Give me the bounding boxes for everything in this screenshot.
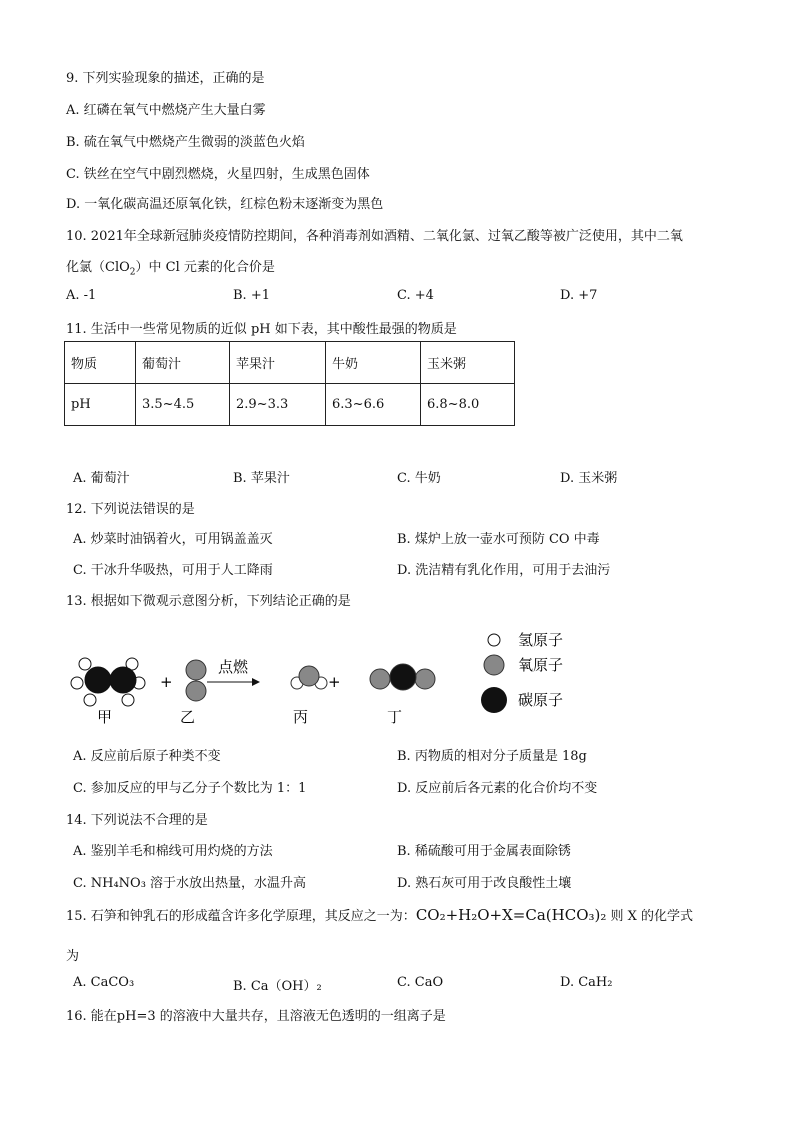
- table-cell: 6.8~8.0: [421, 384, 515, 426]
- q9-option-c: C. 铁丝在空气中剧烈燃烧，火星四射，生成黑色固体: [66, 167, 370, 182]
- legend-oxygen-icon: [484, 655, 504, 675]
- label-yi: 乙: [180, 708, 196, 726]
- table-row: [65, 384, 515, 426]
- table-row: [65, 342, 515, 384]
- q11-option-a: A. 葡萄汁: [73, 471, 130, 486]
- oxygen-atom: [370, 669, 390, 689]
- q10-text: 化氯（ClO: [66, 260, 130, 275]
- q12-option-a: A. 炒菜时油锅着火，可用锅盖盖灭: [73, 532, 273, 547]
- oxygen-atom: [186, 660, 206, 680]
- q10-option-b: B. +1: [233, 288, 270, 303]
- q9-option-b: B. 硫在氧气中燃烧产生微弱的淡蓝色火焰: [66, 135, 305, 150]
- q9-stem: 9. 下列实验现象的描述，正确的是: [66, 71, 265, 86]
- oxygen-atom: [299, 666, 319, 686]
- molecule-ding: [370, 664, 435, 690]
- carbon-atom: [390, 664, 416, 690]
- ph-table: [64, 341, 515, 426]
- q15-option-a: A. CaCO₃: [73, 975, 135, 990]
- plus-sign: +: [160, 673, 173, 691]
- q13-option-b: B. 丙物质的相对分子质量是 18g: [397, 749, 587, 764]
- q10-option-c: C. +4: [397, 288, 434, 303]
- q12-stem: 12. 下列说法错误的是: [66, 502, 195, 517]
- q11-option-d: D. 玉米粥: [560, 471, 618, 486]
- q15-option-c: C. CaO: [397, 975, 444, 990]
- q15-option-b: B. Ca（OH）₂: [233, 979, 322, 994]
- q10-option-a: A. -1: [66, 288, 97, 303]
- q10-option-d: D. +7: [560, 288, 598, 303]
- q11-option-b: B. 苹果汁: [233, 471, 290, 486]
- oxygen-atom: [415, 669, 435, 689]
- legend-hydrogen: 氢原子: [518, 631, 564, 649]
- plus-sign: +: [328, 673, 341, 691]
- table-cell: pH: [65, 384, 136, 426]
- arrow-label: 点燃: [218, 658, 249, 676]
- q12-option-d: D. 洗洁精有乳化作用，可用于去油污: [397, 563, 611, 578]
- table-cell: 6.3~6.6: [326, 384, 421, 426]
- carbon-atom: [85, 667, 111, 693]
- q14-option-d: D. 熟石灰可用于改良酸性土壤: [397, 876, 572, 891]
- q15-equation: CO₂+H₂O+X=Ca(HCO₃)₂: [415, 906, 607, 924]
- arrow-head-icon: [252, 678, 260, 686]
- table-cell: 物质: [65, 342, 136, 384]
- q10-stem-cont: [66, 256, 275, 278]
- table-cell: 葡萄汁: [136, 342, 230, 384]
- hydrogen-atom: [79, 658, 91, 670]
- table-cell: 3.5~4.5: [136, 384, 230, 426]
- q16-stem: 16. 能在pH=3 的溶液中大量共存，且溶液无色透明的一组离子是: [66, 1009, 446, 1024]
- table-cell: 苹果汁: [230, 342, 326, 384]
- molecule-jia: [71, 658, 145, 706]
- q14-option-b: B. 稀硫酸可用于金属表面除锈: [397, 844, 571, 859]
- q14-stem: 14. 下列说法不合理的是: [66, 813, 208, 828]
- hydrogen-atom: [84, 694, 96, 706]
- label-jia: 甲: [97, 708, 113, 726]
- q13-option-c: C. 参加反应的甲与乙分子个数比为 1：1: [73, 781, 307, 796]
- molecule-yi: [186, 660, 206, 701]
- q9-option-a: A. 红磷在氧气中燃烧产生大量白雾: [66, 103, 266, 118]
- q15-stem-cont: 为: [66, 949, 80, 964]
- q15-text: 15. 石笋和钟乳石的形成蕴含许多化学原理，其反应之一为：: [66, 909, 416, 924]
- q11-stem: 11. 生活中一些常见物质的近似 pH 如下表，其中酸性最强的物质是: [66, 322, 457, 337]
- label-ding: 丁: [387, 708, 403, 726]
- q10-stem: 10. 2021年全球新冠肺炎疫情防控期间，各种消毒剂如酒精、二氧化氯、过氧乙酸等被广泛使用，其中二氧: [66, 229, 683, 244]
- q12-option-b: B. 煤炉上放一壶水可预防 CO 中毒: [397, 532, 600, 547]
- reaction-diagram: [60, 620, 620, 730]
- q14-option-a: A. 鉴别羊毛和棉线可用灼烧的方法: [73, 844, 273, 859]
- q13-stem: 13. 根据如下微观示意图分析，下列结论正确的是: [66, 594, 351, 609]
- q10-subscript: 2: [129, 267, 136, 278]
- legend-carbon-icon: [481, 687, 507, 713]
- q9-option-d: D. 一氧化碳高温还原氧化铁，红棕色粉末逐渐变为黑色: [66, 197, 384, 212]
- q13-option-a: A. 反应前后原子种类不变: [73, 749, 221, 764]
- q12-option-c: C. 干冰升华吸热，可用于人工降雨: [73, 563, 273, 578]
- legend-carbon: 碳原子: [518, 691, 564, 709]
- q10-text: ）中 Cl 元素的化合价是: [135, 260, 275, 275]
- table-cell: 2.9~3.3: [230, 384, 326, 426]
- label-bing: 丙: [293, 708, 309, 726]
- table-cell: 玉米粥: [421, 342, 515, 384]
- oxygen-atom: [186, 681, 206, 701]
- hydrogen-atom: [71, 677, 83, 689]
- table-cell: 牛奶: [326, 342, 421, 384]
- q15-text: 则 X 的化学式: [606, 909, 694, 924]
- carbon-atom: [110, 667, 136, 693]
- q11-option-c: C. 牛奶: [397, 471, 441, 486]
- q15-stem: [66, 905, 693, 924]
- molecule-bing: [291, 666, 327, 689]
- q13-option-d: D. 反应前后各元素的化合价均不变: [397, 781, 598, 796]
- legend-hydrogen-icon: [488, 634, 500, 646]
- q15-option-d: D. CaH₂: [560, 975, 613, 990]
- q14-option-c: C. NH₄NO₃ 溶于水放出热量，水温升高: [73, 876, 307, 891]
- legend-oxygen: 氧原子: [518, 656, 564, 674]
- hydrogen-atom: [122, 694, 134, 706]
